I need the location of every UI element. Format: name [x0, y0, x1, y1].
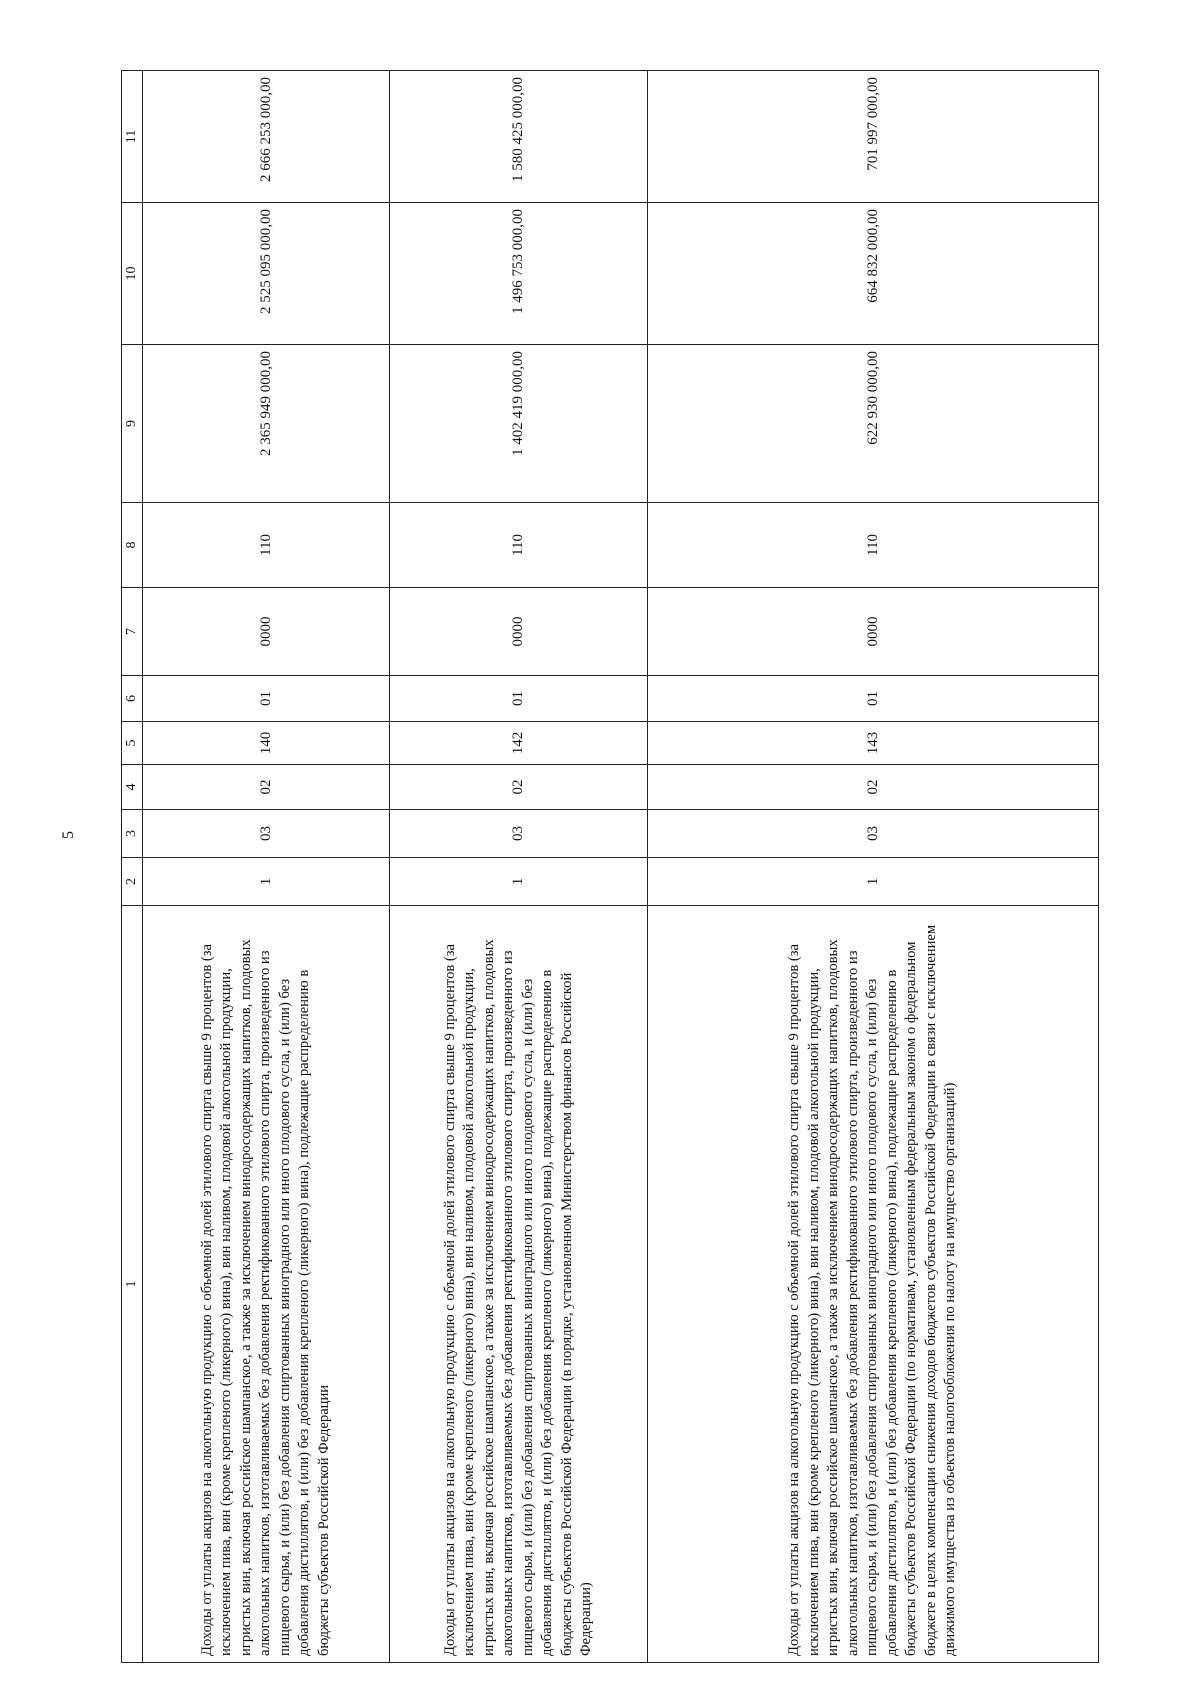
- table-header-row: [122, 71, 143, 1663]
- column-header-10: 10: [122, 203, 143, 345]
- amount-year-1: 2 365 949 000,00: [143, 345, 390, 503]
- column-header-2: 2: [122, 858, 143, 906]
- code-cell: 1: [390, 858, 648, 906]
- row-description: Доходы от уплаты акцизов на алкогольную продукцию с объемной долей этилового спирта свыше 9 процентов (за исключением пива, вин (кроме крепленого (ликерного) вина), вин наливом, плодовой алкогольной продукции, игристых вин, включая российское шампанское, а также за исключением винодросодержащих напитков, плодовых алкогольных напитков, изготавливаемых без добавления ректификованного этилового спирта, произведенного из пищевого сырья, и (или) без добавления спиртованных виноградного или иного плодового сусла, и (или) без добавления дистиллятов, и (или) без добавления крепленого (ликерного) вина), подлежащие распределению в бюджеты субъектов Российской Федерации (в порядке, установленном Министерством финансов Российской Федерации): [390, 906, 648, 1663]
- code-cell: 110: [143, 503, 390, 588]
- column-header-7: 7: [122, 588, 143, 676]
- amount-year-2: 1 496 753 000,00: [390, 203, 648, 345]
- column-header-8: 8: [122, 503, 143, 588]
- code-cell: 01: [648, 676, 1099, 722]
- code-cell: 03: [390, 810, 648, 858]
- code-cell: 03: [143, 810, 390, 858]
- amount-year-3: 701 997 000,00: [648, 71, 1099, 203]
- rotated-table-container: [121, 71, 1097, 1663]
- table-row: [390, 71, 648, 1663]
- amount-year-3: 2 666 253 000,00: [143, 71, 390, 203]
- code-cell: 0000: [143, 588, 390, 676]
- table-row: [143, 71, 390, 1663]
- code-cell: 142: [390, 722, 648, 765]
- code-cell: 1: [648, 858, 1099, 906]
- table-row: [648, 71, 1099, 1663]
- revenue-table: [121, 70, 1099, 1663]
- code-cell: 0000: [390, 588, 648, 676]
- amount-year-2: 2 525 095 000,00: [143, 203, 390, 345]
- code-cell: 140: [143, 722, 390, 765]
- row-description: Доходы от уплаты акцизов на алкогольную продукцию с объемной долей этилового спирта свыше 9 процентов (за исключением пива, вин (кроме крепленого (ликерного) вина), вин наливом, плодовой алкогольной продукции, игристых вин, включая российское шампанское, а также за исключением винодросодержащих напитков, плодовых алкогольных напитков, изготавливаемых без добавления ректификованного этилового спирта, произведенного из пищевого сырья, и (или) без добавления спиртованных виноградного или иного плодового сусла, и (или) без добавления дистиллятов, и (или) без добавления крепленого (ликерного) вина), подлежащие распределению в бюджеты субъектов Российской Федерации: [143, 906, 390, 1663]
- column-header-11: 11: [122, 71, 143, 203]
- column-header-9: 9: [122, 345, 143, 503]
- code-cell: 02: [143, 765, 390, 810]
- code-cell: 110: [648, 503, 1099, 588]
- code-cell: 02: [390, 765, 648, 810]
- column-header-1: 1: [122, 906, 143, 1663]
- amount-year-3: 1 580 425 000,00: [390, 71, 648, 203]
- code-cell: 03: [648, 810, 1099, 858]
- amount-year-1: 622 930 000,00: [648, 345, 1099, 503]
- amount-year-2: 664 832 000,00: [648, 203, 1099, 345]
- code-cell: 02: [648, 765, 1099, 810]
- code-cell: 0000: [648, 588, 1099, 676]
- code-cell: 01: [390, 676, 648, 722]
- code-cell: 1: [143, 858, 390, 906]
- column-header-4: 4: [122, 765, 143, 810]
- row-description: Доходы от уплаты акцизов на алкогольную продукцию с объемной долей этилового спирта свыше 9 процентов (за исключением пива, вин (кроме крепленого (ликерного) вина), вин наливом, плодовой алкогольной продукции, игристых вин, включая российское шампанское, а также за исключением винодросодержащих напитков, плодовых алкогольных напитков, изготавливаемых без добавления ректификованного этилового спирта, произведенного из пищевого сырья, и (или) без добавления спиртованных виноградного или иного плодового сусла, и (или) без добавления дистиллятов, и (или) без добавления крепленого (ликерного) вина), подлежащие распределению в бюджеты субъектов Российской Федерации (по нормативам, установленным федеральным законом о федеральном бюджете в целях компенсации снижения доходов бюджетов субъектов Российской Федерации в связи с исключением движимого имущества из объектов налогообложения по налогу на имущество организаций): [648, 906, 1099, 1663]
- amount-year-1: 1 402 419 000,00: [390, 345, 648, 503]
- code-cell: 143: [648, 722, 1099, 765]
- column-header-3: 3: [122, 810, 143, 858]
- page-number: 5: [60, 831, 77, 839]
- code-cell: 01: [143, 676, 390, 722]
- column-header-6: 6: [122, 676, 143, 722]
- column-header-5: 5: [122, 722, 143, 765]
- code-cell: 110: [390, 503, 648, 588]
